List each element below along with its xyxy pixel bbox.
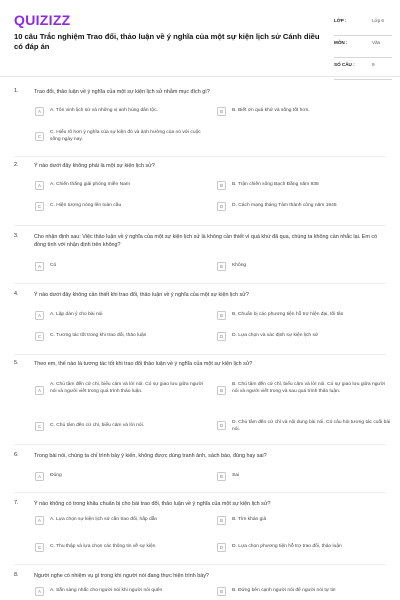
option-letter: B (217, 181, 226, 190)
option-letter: B (217, 516, 226, 525)
option-letter: A (35, 311, 44, 320)
quizizz-logo (14, 12, 71, 28)
option-letter: B (217, 386, 226, 395)
option-text: B. Chú tâm đến cử chỉ, biểu cảm và lời nói. Có sự giao lưu giữa người nói và người viết trong và sau quá trình thảo luận. (232, 382, 385, 394)
grade-row (334, 14, 392, 36)
separator (14, 283, 386, 284)
subject-label: MÔN : (334, 40, 348, 45)
count-value: 9 (372, 62, 375, 67)
question-number: 1. (14, 88, 19, 94)
question-number: 2. (14, 162, 19, 168)
question-number: 4. (14, 291, 19, 297)
option-letter: B (217, 262, 226, 271)
question-number: 7. (14, 500, 19, 506)
option-text: D. Lựa chọn và xác định sự kiện lịch sử (232, 333, 319, 338)
worksheet-header (0, 0, 400, 72)
separator (14, 354, 386, 355)
option-text: B. Đứng bên cạnh người nói để người nói tự tin (232, 588, 336, 593)
question-text: Cho nhận định sau: Việc thảo luận về ý nghĩa của một sự kiện lịch sử là không cần thiết vì quá khứ đã qua, chúng ta không cần nhắc lại. Em có đồng tình với nhận định trên không? (34, 234, 378, 248)
worksheet-meta (334, 14, 392, 80)
option-text: C. Thu thập và lựa chọn các thông tin về sự kiện (50, 544, 156, 549)
option-letter: A (35, 262, 44, 271)
option-text: A. Sẵn sàng nhắc cho người nói khi người nói quên (50, 588, 163, 593)
count-label: SỐ CÂU : (334, 62, 355, 67)
option-letter: B (217, 107, 226, 116)
option-letter: B (217, 472, 226, 481)
option-text: C. Chú tâm đến cử chỉ, biểu cảm và lời nói. (50, 423, 145, 428)
option-letter: D (217, 332, 226, 341)
option-text: D. Lựa chọn phương tiện hỗ trợ trao đổi, thảo luận (232, 544, 342, 549)
question-text: Trong bài nói, chúng ta chỉ trình bày ý kiến, không được dùng tranh ảnh, sách báo, đúng hay sai? (34, 453, 267, 459)
option-text: D. Cách mạng tháng Tám thành công năm 1945 (232, 203, 337, 208)
option-text: C. Tương tác tốt trong khi trao đổi, thảo luận (50, 333, 147, 338)
option-letter: C (35, 543, 44, 552)
option-text: D. Chú tâm đến cử chỉ và nội dung bài nói. Có câu hỏi tương tác cuối bài nói. (232, 420, 391, 432)
subject-row (334, 36, 392, 58)
question-text: Theo em, thế nào là tương tác tốt khi trao đổi thảo luận về ý nghĩa của một sự kiện lịch sử? (34, 361, 253, 367)
option-text: B. Trận chiến sông Bạch Đằng năm 938 (232, 182, 319, 187)
option-text: B. Biết ơn quá khứ và sống tốt hơn. (232, 108, 310, 113)
option-letter: C (35, 202, 44, 211)
grade-label: LỚP : (334, 18, 347, 23)
header-divider (0, 76, 400, 77)
option-letter: A (35, 181, 44, 190)
question-text: Trao đổi, thảo luận về ý nghĩa của một sự kiện lịch sử nhằm mục đích gì? (34, 89, 210, 95)
option-letter: B (217, 311, 226, 320)
option-letter: A (35, 386, 44, 395)
question-text: Ý nào dưới đây không cần thiết khi trao đổi, thảo luận về ý nghĩa của một sự kiện lịch sử? (34, 292, 249, 298)
logo-text: QUIZIZZ (14, 12, 71, 28)
option-letter: C (35, 132, 44, 141)
question-number: 3. (14, 233, 19, 239)
option-letter: A (35, 472, 44, 481)
question-number: 5. (14, 360, 19, 366)
option-letter: B (217, 587, 226, 596)
subject-value: Văn (372, 40, 381, 45)
option-letter: D (217, 543, 226, 552)
option-text: Không (232, 263, 247, 268)
separator (14, 156, 386, 157)
option-letter: C (35, 422, 44, 431)
separator (14, 225, 386, 226)
option-text: B. Chuẩn bị các phương tiện hỗ trợ hiện đại, tối tân (232, 312, 344, 317)
question-number: 6. (14, 452, 19, 458)
option-text: A. Chiến thắng giải phóng miền Nam (50, 182, 130, 187)
option-text: A. Chú tâm đến cử chỉ, biểu cảm và lời nói. Có sự giao lưu giữa người nói và người viết trong quá trình thảo luận. (50, 382, 203, 394)
separator (14, 492, 386, 493)
option-text: B. Tìm khán giả (232, 517, 267, 522)
question-number: 8. (14, 572, 19, 578)
option-text: C. Hiểu rõ hơn ý nghĩa của sự kiện đó và ảnh hưởng của nó với cuộc sống ngày nay. (50, 130, 201, 142)
option-letter: D (217, 421, 226, 430)
question-text: Ý nào không có trong khâu chuẩn bị cho bài trao đổi, thảo luận về ý nghĩa của một sự kiện lịch sử? (34, 501, 271, 507)
option-text: Có (50, 263, 57, 268)
separator (14, 444, 386, 445)
grade-value: Lớp 6 (372, 18, 384, 23)
option-text: A. Tôn vinh lịch sử và những vị anh hùng dân tộc. (50, 108, 158, 113)
option-text: Đúng (50, 473, 62, 478)
option-letter: A (35, 587, 44, 596)
option-letter: A (35, 107, 44, 116)
option-text: Sai (232, 473, 240, 478)
option-text: A. Lựa chọn sự kiện lịch sử cần trao đổi, hấp dẫn (50, 517, 158, 522)
option-letter: D (217, 202, 226, 211)
question-text: Ý nào dưới đây không phải là một sự kiện lịch sử? (34, 163, 155, 169)
worksheet-title: 10 câu Trắc nghiệm Trao đổi, thảo luận về ý nghĩa của một sự kiện lịch sử Cánh diều có đáp án (14, 32, 320, 51)
option-text: A. Lập dàn ý cho bài nói (50, 312, 103, 317)
question-text: Người nghe có nhiệm vụ gì trong khi người nói đang thực hiện trình bày? (34, 573, 209, 579)
option-letter: A (35, 516, 44, 525)
separator (14, 564, 386, 565)
option-letter: C (35, 332, 44, 341)
option-text: C. Hiện tượng nóng lên toàn cầu (50, 203, 122, 208)
